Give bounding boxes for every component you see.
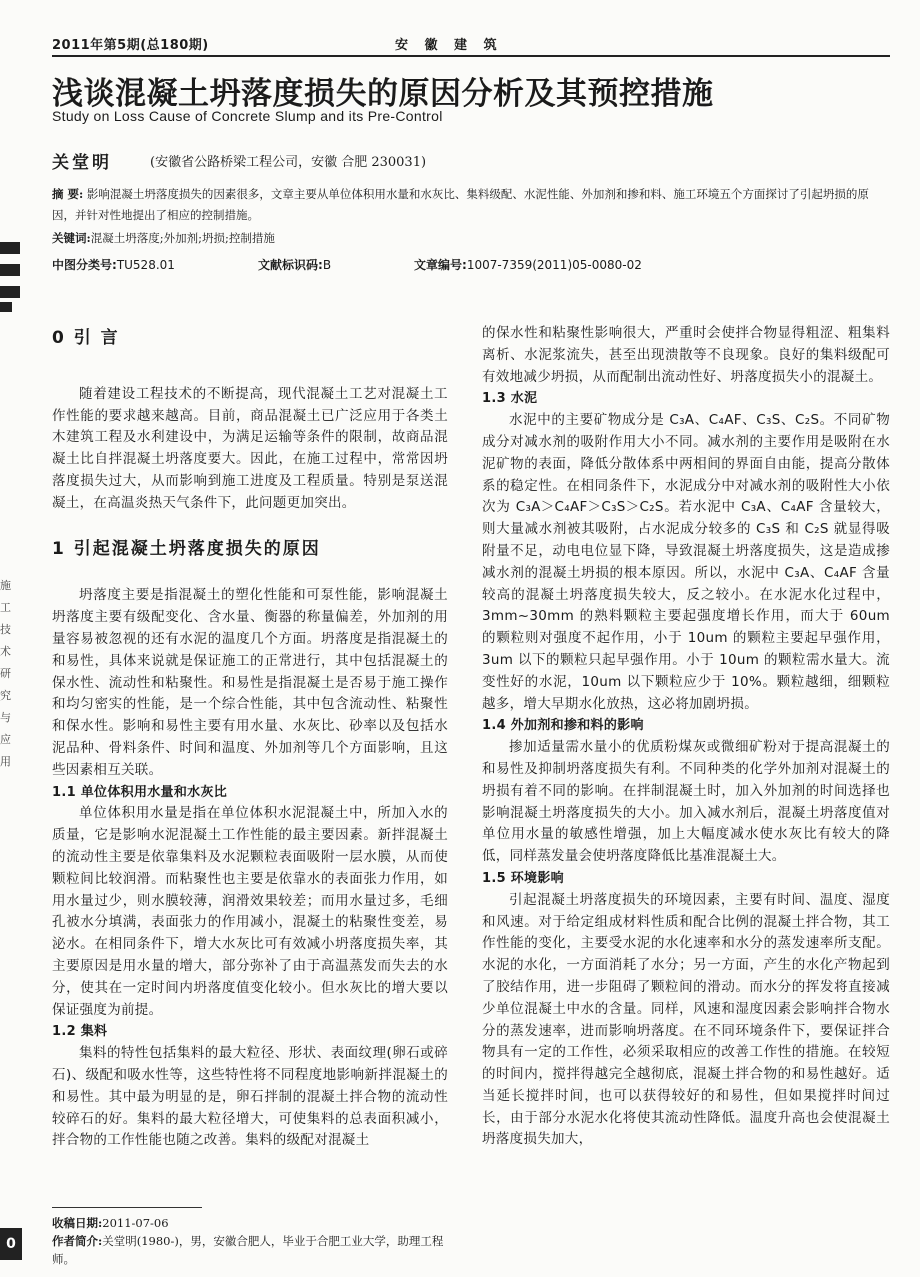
author-name: 关堂明 [52,153,112,173]
article-title-cn: 浅谈混凝土坍落度损失的原因分析及其预控措施 [52,76,714,112]
doc-code-label: 文献标识码: [258,258,323,272]
abstract [52,184,890,226]
clc-value: TU528.01 [116,258,175,272]
section-1-1-paragraph: 单位体积用水量是指在单位体积水泥混凝土中，所加入水的质量，它是影响水泥混凝土工作性能的最主要因素。新拌混凝土的流动性主要是依靠集料及水泥颗粒表面吸附一层水膜，从而使颗粒间比较润滑。而粘聚性也主要是依靠水的表面张力作用，如用水量过少，则水膜较薄，润滑效果较差；而用水量过多，毛细孔被水分填满，表面张力的作用减小，混凝土的粘聚性变差，易泌水。在相同条件下，增大水灰比可有效减小坍落度损失率，其主要原因是用水量的增大，部分弥补了由于高温蒸发而失去的水分，使其在一定时间内坍落度值变化较小。但水灰比的增大要以保证强度为前提。 [52,805,448,1018]
section-1-5-heading: 1.5 环境影响 [482,870,564,886]
section-1-paragraph: 坍落度主要是指混凝土的塑化性能和可泵性能，影响混凝土坍落度主要有级配变化、含水量、衡器的称量偏差，外加剂的用量容易被忽视的还有水泥的温度几个方面。坍落度是指混凝土的和易性，具体来说就是保证施工的正常进行，其中包括混凝土的保水性、流动性和粘聚性。和易性是指混凝土是否易于施工操作和均匀密实的性能，是一个综合性能，其中包含流动性、粘聚性和保水性。影响和易性主要有用水量、水灰比、砂率以及包括水泥品种、骨料条件、时间和温度、外加剂等几个方面影响，且这些因素相互关联。 [52,587,448,778]
section-1-2-paragraph: 集料的特性包括集料的最大粒径、形状、表面纹理(卵石或碎石)、级配和吸水性等，这些特性将不同程度地影响新拌混凝土的和易性。其中最为明显的是，卵石拌制的混凝土拌合物的流动性较碎石的好。集料的最大粒径增大，可使集料的总表面积减小，拌合物的工作性能也随之改善。集料的级配对混凝土 [52,1045,448,1149]
section-1-3-paragraph: 水泥中的主要矿物成分是 C₃A、C₄AF、C₃S、C₂S。不同矿物成分对减水剂的吸附作用大小不同。减水剂的主要作用是吸附在水泥矿物的表面，降低分散体系中两相间的界面自由能，提高分散体系的稳定性。在相同条件下，水泥成分中对减水剂的吸附性大小依次为 C₃A＞C₄AF＞C₃S＞C₂S。若水泥中 C₃A、C₄AF 含量较大，则大量减水剂被其吸附，占水泥成分较多的 C₃S 和 C₂S 就显得吸附量不足，动电电位显下降，导致混凝土坍落度损失，这是造成掺减水剂的混凝土坍损的根本原因。所以，水泥中 C₃A、C₄AF 含量较高的混凝土坍落度损失较大，反之较小。在水泥水化过程中，3mm~30mm 的熟料颗粒主要起强度增长作用，而大于 60um 的颗粒则对强度不起作用，小于 10um 的颗粒主要起早强作用，3um 以下的颗粒只起早强作用。小于 10um 的颗粒需水量大。流变性好的水泥，10um 以下颗粒应少于 10%。颗粒越细，细颗粒越多，增大早期水化放热，这必将加剧坍损。 [482,412,890,712]
received-date-value: 2011-07-06 [102,1216,169,1230]
section-1-2-heading: 1.2 集料 [52,1024,108,1040]
keywords-text: 混凝土坍落度;外加剂;坍损;控制措施 [90,231,275,245]
section-1-4-heading: 1.4 外加剂和掺和料的影响 [482,718,644,734]
article-number-value: 1007-7359(2011)05-0080-02 [466,258,642,272]
received-date-line [52,1214,448,1232]
section-1-4-paragraph: 掺加适量需水量小的优质粉煤灰或微细矿粉对于提高混凝土的和易性及抑制坍落度损失有利。不同种类的化学外加剂对混凝土的坍损有着不同的影响。在拌制混凝土时，加入外加剂的时间选择也影响混凝土坍落度损失的大小。加入减水剂后，混凝土坍落度值对单位用水量的敏感性增强，加上大幅度减水使水灰比有较大的降低，同样蒸发量会使坍落度降低比基准混凝土大。 [482,739,890,865]
section-1-3-heading: 1.3 水泥 [482,391,538,407]
journal-name: 安 徽 建 筑 [395,38,503,53]
abstract-text: 影响混凝土坍落度损失的因素很多，文章主要从单位体积用水量和水灰比、集料级配、水泥性能、外加剂和掺和料、施工环境五个方面探讨了引起坍损的原因，并针对性地提出了相应的控制措施。 [52,187,869,222]
header-divider [52,55,890,57]
author-bio-text: 关堂明(1980-)，男，安徽合肥人，毕业于合肥工业大学，助理工程师。 [52,1234,444,1266]
article-number-field [414,256,642,273]
doc-code-value: B [322,258,332,272]
continued-paragraph: 的保水性和粘聚性影响很大，严重时会使拌合物显得粗涩、粗集料离析、水泥浆流失，甚至出现溃散等不良现象。良好的集料级配可有效地减少坍损，从而配制出流动性好、坍落度损失小的混凝土。 [482,325,890,385]
footnote [52,1214,448,1268]
keywords [52,230,275,246]
keywords-label: 关键词: [52,231,91,245]
author-bio-line [52,1232,448,1268]
section-0-heading: 0 引 言 [52,328,120,348]
section-1-heading: 1 引起混凝土坍落度损失的原因 [52,538,321,559]
author-bio-label: 作者简介: [52,1234,103,1248]
right-column [482,323,890,1151]
clc-label: 中图分类号: [52,258,117,272]
received-date-label: 收稿日期: [52,1216,103,1230]
page-number: 0 [0,1228,22,1260]
abstract-label: 摘 要: [52,187,84,201]
section-tab-mark [0,242,20,312]
section-1-5-paragraph: 引起混凝土坍落度损失的环境因素，主要有时间、温度、湿度和风速。对于给定组成材料性质和配合比例的混凝土拌合物，其工作性能的变化，主要受水泥的水化速率和水分的蒸发速率所支配。水泥的水化，一方面消耗了水分；另一方面，产生的水化产物起到了胶结作用，进一步阻碍了颗粒间的滑动。而水分的挥发将直接减少单位混凝土中水的含量。同样，风速和湿度因素会影响拌合物水分的蒸发速率，进而影响坍落度。在不同环境条件下，要保证拌合物具有一定的工作性，必须采取相应的改善工作性的措施。在较短的时间内，搅拌得越完全越彻底，混凝土拌合物的和易性越好。适当延长搅拌时间，也可以获得较好的和易性，但如果搅拌时间过长，由于部分水泥水化将使其流动性降低。温度升高也会使混凝土坍落度损失加大， [482,891,890,1148]
author-affiliation: (安徽省公路桥梁工程公司，安徽 合肥 230031) [150,155,427,170]
left-column [52,328,448,1152]
issue-info: 2011年第5期(总180期) [52,38,209,53]
article-number-label: 文章编号: [414,258,467,272]
footnote-divider [52,1207,202,1208]
doc-code-field [258,256,331,273]
section-0-paragraph: 随着建设工程技术的不断提高，现代混凝土工艺对混凝土工作性能的要求越来越高。目前，商品混凝土已广泛应用于各类土木建筑工程及水利建设中，为满足运输等条件的限制，故商品混凝土比自拌混凝土坍落度要大。因此，在施工过程中，常常因坍落度损失过大，从而影响到施工进度及工程质量。特别是泵送混凝土，在高温炎热天气条件下，此问题更加突出。 [52,385,448,511]
section-1-1-heading: 1.1 单位体积用水量和水灰比 [52,784,228,800]
edge-section-label: 施工技术研究与应用 [0,579,11,768]
clc-field [52,256,175,273]
article-title-en: Study on Loss Cause of Concrete Slump and its Pre-Control [52,108,443,124]
